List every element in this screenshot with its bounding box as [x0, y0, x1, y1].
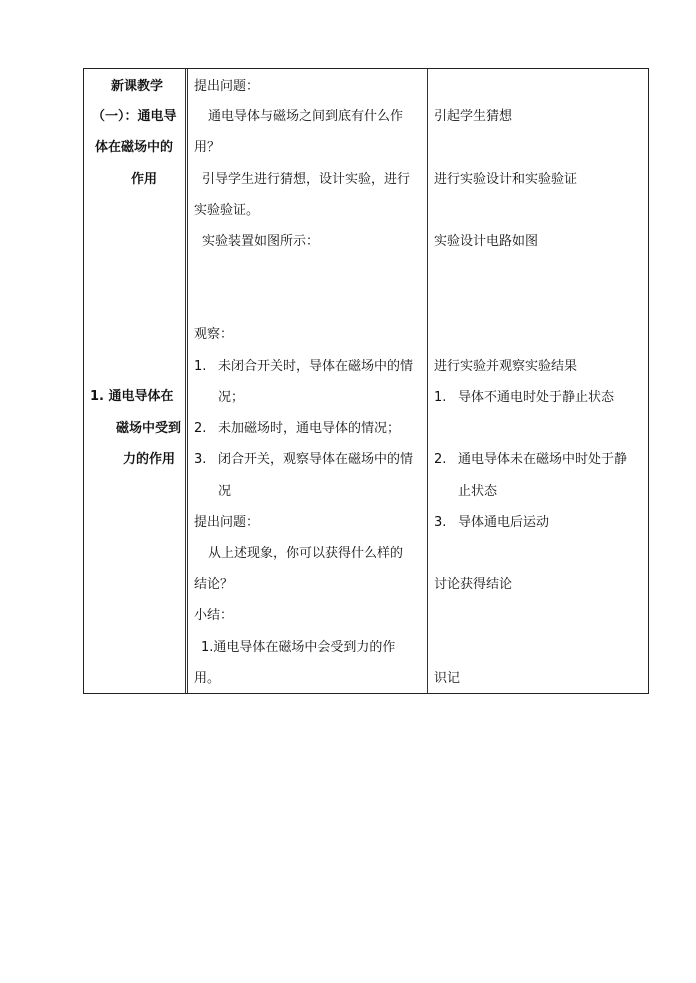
- question-2-line-1: 从上述现象，你可以获得什么样的: [208, 546, 404, 561]
- response-4: 进行实验并观察实验结果: [434, 359, 578, 374]
- col1-section-1: 1. 通电导体在: [90, 389, 174, 404]
- col1-section-3: 力的作用: [123, 452, 176, 467]
- observe-3-line-1: 闭合开关，观察导体在磁场中的情: [218, 452, 414, 467]
- question-1-line-2: 用？: [194, 140, 221, 155]
- observe-3-line-2: 况: [218, 484, 232, 499]
- observe-1-line-2: 况；: [218, 390, 245, 405]
- observe-3-number: 3.: [194, 452, 207, 467]
- summary-title: 小结：: [194, 608, 234, 623]
- response-5-number: 1.: [434, 390, 447, 405]
- col1-section-2: 磁场中受到: [116, 421, 182, 436]
- column-divider-2: [427, 69, 428, 693]
- summary-1-line-2: 用。: [194, 671, 221, 686]
- question-title-2: 提出问题：: [194, 515, 260, 530]
- response-6-number: 2.: [434, 452, 447, 467]
- question-2-line-2: 结论？: [194, 577, 234, 592]
- observe-1-number: 1.: [194, 359, 207, 374]
- column-divider-1b: [187, 69, 188, 693]
- observe-title: 观察：: [194, 327, 234, 342]
- observe-2-line-1: 未加磁场时，通电导体的情况；: [218, 421, 401, 436]
- col1-heading-3: 体在磁场中的: [95, 140, 174, 155]
- question-1-line-1: 通电导体与磁场之间到底有什么作: [208, 109, 404, 124]
- response-6-line-2: 止状态: [458, 484, 498, 499]
- response-1: 引起学生猜想: [434, 109, 513, 124]
- response-8: 讨论获得结论: [434, 577, 513, 592]
- guide-line-1: 引导学生进行猜想，设计实验，进行: [202, 172, 411, 187]
- col1-heading-2: （一）：通电导: [92, 109, 177, 124]
- response-9: 识记: [434, 671, 461, 686]
- question-title-1: 提出问题：: [194, 79, 260, 94]
- response-7-number: 3.: [434, 515, 447, 530]
- column-divider-1: [185, 69, 186, 693]
- response-5: 导体不通电时处于静止状态: [458, 390, 615, 405]
- device-text: 实验装置如图所示：: [202, 234, 320, 249]
- response-7: 导体通电后运动: [458, 515, 550, 530]
- summary-1-line-1: 1.通电导体在磁场中会受到力的作: [201, 640, 396, 655]
- response-6-line-1: 通电导体未在磁场中时处于静: [458, 452, 628, 467]
- col1-heading-4: 作用: [131, 172, 158, 187]
- response-3: 实验设计电路如图: [434, 234, 539, 249]
- lesson-table: [83, 68, 649, 694]
- observe-2-number: 2.: [194, 421, 207, 436]
- guide-line-2: 实验验证。: [194, 203, 260, 218]
- col1-heading-1: 新课教学: [111, 79, 164, 94]
- observe-1-line-1: 未闭合开关时，导体在磁场中的情: [218, 359, 414, 374]
- response-2: 进行实验设计和实验验证: [434, 172, 578, 187]
